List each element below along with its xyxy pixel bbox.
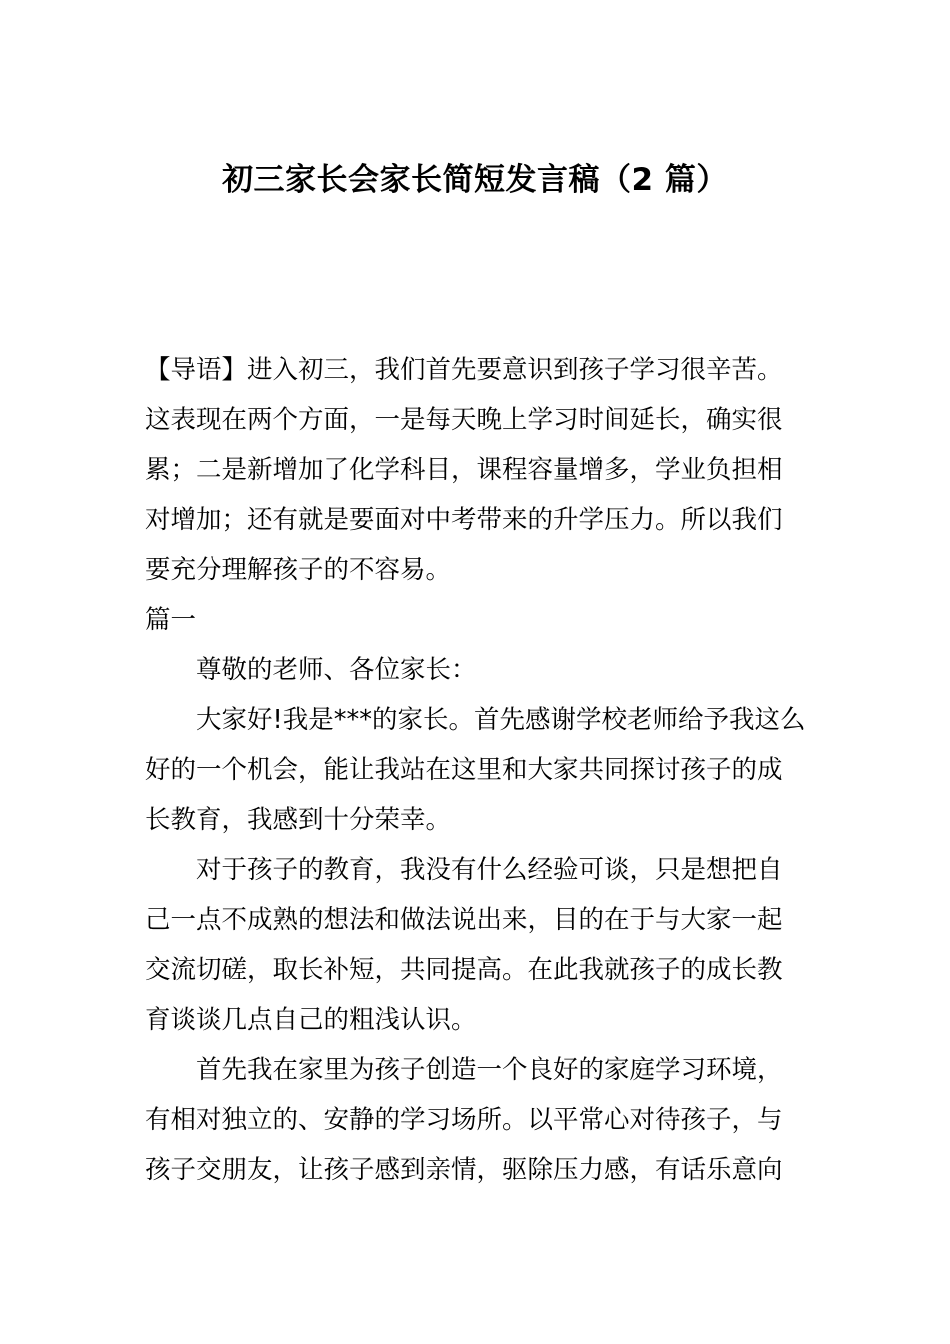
paragraph-line: 对于孩子的教育，我没有什么经验可谈，只是想把自 [196, 855, 783, 885]
paragraph-2 [145, 845, 810, 1045]
intro-line: 要充分理解孩子的不容易。 [145, 555, 452, 585]
paragraph-line: 交流切磋，取长补短，共同提高。在此我就孩子的成长教 [145, 955, 783, 985]
section-heading [145, 595, 810, 645]
paragraph-line: 大家好!我是***的家长。首先感谢学校老师给予我这么 [196, 705, 806, 735]
paragraph-line: 有相对独立的、安静的学习场所。以平常心对待孩子，与 [145, 1105, 783, 1135]
intro-line: 累；二是新增加了化学科目，课程容量增多，学业负担相 [145, 455, 783, 485]
intro-paragraph [145, 345, 810, 595]
intro-line: 【导语】进入初三，我们首先要意识到孩子学习很辛苦。 [145, 355, 783, 385]
paragraph-line: 好的一个机会，能让我站在这里和大家共同探讨孩子的成 [145, 755, 783, 785]
document-body [145, 345, 810, 1195]
section-label: 篇一 [145, 605, 197, 635]
intro-line: 这表现在两个方面，一是每天晚上学习时间延长，确实很 [145, 405, 783, 435]
paragraph-line: 首先我在家里为孩子创造一个良好的家庭学习环境， [196, 1055, 783, 1085]
paragraph-line: 己一点不成熟的想法和做法说出来，目的在于与大家一起 [145, 905, 783, 935]
paragraph-line: 长教育，我感到十分荣幸。 [145, 805, 452, 835]
paragraph-line: 孩子交朋友，让孩子感到亲情，驱除压力感，有话乐意向 [145, 1155, 783, 1185]
paragraph-line: 育谈谈几点自己的粗浅认识。 [145, 1005, 477, 1035]
intro-line: 对增加；还有就是要面对中考带来的升学压力。所以我们 [145, 505, 783, 535]
salutation-paragraph [145, 645, 810, 695]
paragraph-1 [145, 695, 810, 845]
salutation: 尊敬的老师、各位家长： [196, 655, 477, 685]
paragraph-3 [145, 1045, 810, 1195]
document-title: 初三家长会家长简短发言稿（2 篇） [222, 162, 728, 198]
